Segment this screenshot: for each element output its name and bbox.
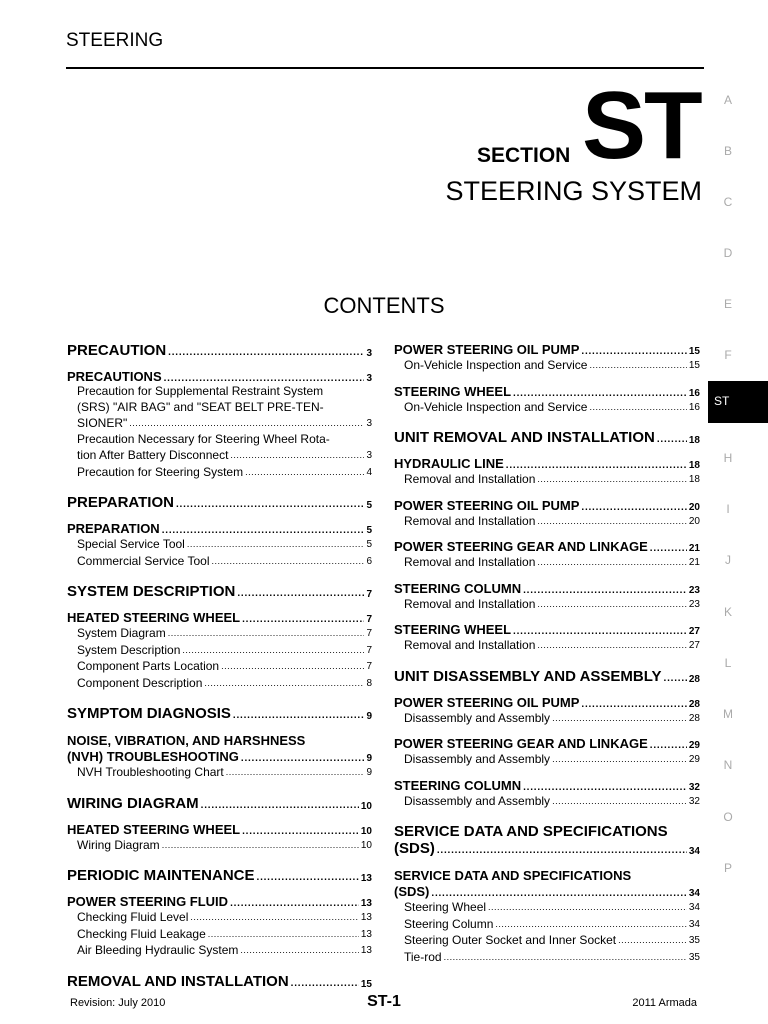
dot-leader	[242, 822, 359, 837]
toc-entry-line: SERVICE DATA AND SPECIFICATIONS	[394, 823, 668, 840]
toc-entry[interactable]	[67, 369, 372, 384]
side-index-letter[interactable]: D	[723, 246, 733, 260]
toc-entry-page: 35	[688, 951, 700, 963]
toc-right-column	[394, 342, 700, 965]
toc-entry-title: POWER STEERING OIL PUMP	[394, 497, 580, 513]
toc-entry-page: 27	[688, 626, 700, 637]
toc-entry[interactable]	[394, 471, 700, 488]
section-word: SECTION	[477, 144, 571, 167]
toc-entry-page: 15	[688, 346, 700, 357]
dot-leader	[523, 778, 687, 793]
toc-entry-title: POWER STEERING GEAR AND LINKAGE	[394, 539, 648, 554]
toc-entry-page: 6	[366, 555, 372, 567]
toc-entry[interactable]	[67, 894, 372, 909]
toc-entry-page: 27	[688, 640, 700, 651]
toc-entry-page: 7	[366, 614, 372, 625]
toc-entry-page: 28	[688, 712, 700, 724]
dot-leader	[226, 764, 365, 781]
toc-entry-title: STEERING WHEEL	[394, 622, 512, 637]
toc-entry-title: Steering Column	[404, 916, 494, 931]
toc-entry[interactable]	[67, 909, 372, 926]
toc-entry[interactable]	[67, 837, 372, 854]
dot-leader	[291, 973, 359, 990]
dot-leader	[241, 749, 365, 764]
toc-entry-page: 10	[360, 800, 372, 812]
toc-entry[interactable]	[394, 867, 700, 899]
toc-entry[interactable]	[67, 384, 372, 432]
toc-entry-page: 13	[360, 945, 372, 956]
dot-leader	[506, 456, 687, 471]
toc-entry[interactable]	[394, 668, 700, 685]
dot-leader	[523, 581, 687, 596]
dot-leader	[581, 342, 686, 357]
side-index-letter[interactable]: N	[723, 758, 733, 772]
dot-leader	[237, 583, 364, 600]
toc-entry[interactable]	[394, 637, 700, 654]
footer-model: 2011 Armada	[632, 997, 697, 1009]
toc-entry-page: 16	[688, 387, 700, 399]
dot-leader	[168, 342, 364, 359]
toc-entry[interactable]	[394, 916, 700, 933]
dot-leader	[495, 916, 686, 933]
side-index-letter[interactable]: L	[724, 656, 732, 670]
dot-leader	[650, 539, 687, 554]
toc-entry[interactable]	[67, 658, 372, 675]
toc-entry-page: 7	[366, 661, 372, 672]
side-index-letter[interactable]: O	[723, 810, 733, 824]
dot-leader	[182, 642, 364, 659]
toc-entry[interactable]	[67, 583, 372, 600]
toc-entry-title: Steering Wheel	[404, 900, 487, 914]
toc-entry-page: 18	[688, 435, 700, 446]
toc-entry-title: Tie-rod	[404, 949, 442, 964]
dot-leader	[513, 384, 687, 399]
toc-entry[interactable]	[67, 926, 372, 943]
toc-entry-page: 21	[688, 557, 700, 568]
toc-entry[interactable]	[67, 494, 372, 511]
dot-leader	[230, 894, 359, 909]
toc-entry-page: 3	[366, 418, 372, 429]
toc-entry-page: 10	[360, 839, 372, 851]
toc-entry[interactable]	[67, 642, 372, 659]
toc-entry-title: Component Description	[77, 675, 203, 690]
toc-entry[interactable]	[394, 581, 700, 596]
toc-entry-page: 23	[688, 584, 700, 596]
dot-leader	[537, 513, 686, 530]
toc-entry[interactable]	[67, 675, 372, 692]
toc-entry-title: HEATED STEERING WHEEL	[67, 821, 241, 837]
toc-entry-title: Steering Outer Socket and Inner Socket	[404, 933, 617, 947]
dot-leader	[245, 464, 364, 481]
dot-leader	[552, 751, 687, 768]
toc-entry[interactable]	[394, 695, 700, 710]
dot-leader	[537, 637, 686, 654]
side-index-letter[interactable]: I	[726, 502, 730, 516]
toc-entry-line: Precaution for Supplemental Restraint System	[77, 384, 324, 398]
toc-entry[interactable]	[67, 610, 372, 625]
toc-entry-title: NVH Troubleshooting Chart	[77, 765, 224, 779]
toc-entry-title: Checking Fluid Level	[77, 910, 189, 924]
dot-leader	[201, 795, 359, 812]
toc-entry[interactable]	[394, 751, 700, 768]
side-index-letter[interactable]: J	[725, 553, 731, 567]
footer-revision: Revision: July 2010	[70, 997, 166, 1009]
toc-entry-page: 15	[360, 978, 372, 990]
toc-entry-page: 34	[688, 888, 700, 899]
dot-leader	[444, 949, 687, 966]
toc-entry-title: Special Service Tool	[77, 537, 185, 551]
dot-leader	[233, 705, 365, 722]
toc-entry[interactable]	[394, 539, 700, 554]
dot-leader	[664, 668, 687, 685]
toc-entry-page: 5	[366, 539, 372, 550]
toc-entry-title: UNIT REMOVAL AND INSTALLATION	[394, 429, 655, 446]
dot-leader	[176, 494, 364, 511]
toc-entry-page: 3	[366, 450, 372, 461]
side-index-letter[interactable]: E	[723, 297, 732, 311]
toc-entry-title: Disassembly and Assembly	[404, 710, 551, 725]
dot-leader	[257, 867, 359, 884]
dot-leader	[129, 415, 364, 432]
toc-entry[interactable]	[67, 822, 372, 837]
side-index-letter[interactable]: P	[723, 861, 732, 875]
toc-entry-title: POWER STEERING GEAR AND LINKAGE	[394, 736, 648, 751]
toc-entry-title: STEERING COLUMN	[394, 580, 522, 596]
dot-leader	[552, 793, 687, 810]
toc-entry-page: 5	[366, 525, 372, 536]
toc-entry-title: Removal and Installation	[404, 596, 536, 611]
dot-leader	[240, 942, 358, 959]
toc-left-column	[67, 342, 372, 990]
toc-entry[interactable]	[67, 625, 372, 642]
toc-entry-title: Checking Fluid Leakage	[77, 926, 206, 941]
toc-entry-title: Removal and Installation	[404, 638, 536, 652]
toc-entry-page: 18	[688, 474, 700, 485]
toc-entry[interactable]	[67, 705, 372, 722]
dot-leader	[221, 658, 364, 675]
toc-entry-title: POWER STEERING OIL PUMP	[394, 342, 580, 357]
toc-entry[interactable]	[67, 973, 372, 990]
toc-entry-page: 4	[366, 466, 372, 478]
side-index-letter[interactable]: F	[724, 348, 732, 362]
footer-page-number: ST-1	[367, 993, 401, 1010]
toc-entry[interactable]	[394, 554, 700, 571]
toc-entry[interactable]	[394, 357, 700, 374]
toc-entry[interactable]	[394, 823, 700, 857]
side-index-letter[interactable]: C	[723, 195, 733, 209]
toc-entry-title: SYMPTOM DIAGNOSIS	[67, 705, 231, 722]
dot-leader	[204, 675, 364, 692]
toc-entry-title: System Diagram	[77, 626, 166, 640]
dot-leader	[431, 884, 686, 899]
toc-entry-title: PREPARATION	[67, 521, 160, 536]
toc-entry[interactable]	[67, 867, 372, 884]
toc-entry-title: On-Vehicle Inspection and Service	[404, 399, 588, 414]
toc-entry-title: Removal and Installation	[404, 513, 536, 528]
toc-entry-title: POWER STEERING OIL PUMP	[394, 694, 580, 710]
toc-entry-title: HYDRAULIC LINE	[394, 456, 504, 471]
toc-entry[interactable]	[394, 342, 700, 357]
toc-entry[interactable]	[394, 949, 700, 966]
dot-leader	[657, 429, 687, 446]
toc-entry[interactable]	[394, 384, 700, 399]
side-index-letter[interactable]: B	[723, 144, 732, 158]
dot-leader	[513, 622, 687, 637]
running-header: STEERING	[66, 30, 164, 51]
toc-entry-line: SERVICE DATA AND SPECIFICATIONS	[394, 868, 632, 883]
toc-entry-page: 7	[366, 589, 372, 600]
toc-entry-page: 28	[688, 698, 700, 710]
toc-entry-title: UNIT DISASSEMBLY AND ASSEMBLY	[394, 667, 662, 685]
toc-entry-page: 29	[688, 740, 700, 751]
toc-entry-title: WIRING DIAGRAM	[67, 794, 199, 812]
toc-entry-title: Precaution for Steering System	[77, 464, 244, 479]
toc-entry[interactable]	[67, 732, 372, 764]
toc-entry-title: tion After Battery Disconnect	[77, 448, 229, 462]
toc-entry-page: 7	[366, 644, 372, 656]
toc-entry-title: Commercial Service Tool	[77, 553, 210, 568]
toc-entry[interactable]	[394, 596, 700, 613]
toc-entry-page: 32	[688, 781, 700, 793]
toc-entry-title: PRECAUTION	[67, 342, 167, 359]
dot-leader	[162, 837, 359, 854]
dot-leader	[537, 554, 686, 571]
toc-entry-title: System Description	[77, 642, 181, 657]
toc-entry-title: PERIODIC MAINTENANCE	[67, 867, 255, 884]
toc-entry-line: NOISE, VIBRATION, AND HARSHNESS	[67, 733, 306, 748]
toc-entry-title: STEERING COLUMN	[394, 777, 522, 793]
toc-entry-page: 13	[360, 912, 372, 923]
dot-leader	[650, 736, 687, 751]
dot-leader	[230, 447, 364, 464]
toc-entry-title: SIONER"	[77, 416, 128, 430]
dot-leader	[437, 840, 687, 857]
toc-entry-page: 21	[688, 543, 700, 554]
toc-entry-title: REMOVAL AND INSTALLATION	[67, 972, 289, 990]
toc-entry[interactable]	[394, 429, 700, 446]
toc-entry-page: 7	[366, 628, 372, 639]
toc-entry-page: 8	[366, 677, 372, 689]
dot-leader	[537, 471, 686, 488]
toc-entry-page: 9	[366, 767, 372, 778]
toc-entry-title: PREPARATION	[67, 494, 174, 511]
toc-entry[interactable]	[67, 942, 372, 959]
side-index-label: ST	[714, 394, 730, 408]
toc-entry[interactable]	[394, 932, 700, 949]
toc-entry-page: 13	[360, 928, 372, 940]
toc-entry-page: 23	[688, 598, 700, 610]
toc-entry-title: On-Vehicle Inspection and Service	[404, 358, 588, 372]
toc-entry-page: 32	[688, 795, 700, 807]
dot-leader	[208, 926, 359, 943]
toc-entry[interactable]	[67, 432, 372, 464]
dot-leader	[552, 710, 687, 727]
dot-leader	[212, 553, 365, 570]
toc-entry[interactable]	[67, 553, 372, 570]
toc-entry[interactable]	[394, 736, 700, 751]
toc-entry[interactable]	[67, 342, 372, 359]
dot-leader	[242, 610, 364, 625]
toc-entry-page: 34	[688, 918, 700, 930]
side-index-letter[interactable]: A	[723, 93, 732, 107]
toc-entry-title: Wiring Diagram	[77, 837, 160, 852]
toc-entry[interactable]	[394, 622, 700, 637]
toc-entry[interactable]	[394, 793, 700, 810]
toc-entry-page: 16	[688, 401, 700, 413]
toc-entry[interactable]	[67, 764, 372, 781]
toc-entry-line: (SRS) "AIR BAG" and "SEAT BELT PRE-TEN-	[77, 399, 324, 414]
toc-entry-page: 5	[366, 500, 372, 511]
toc-entry-page: 29	[688, 754, 700, 765]
toc-entry-line: Precaution Necessary for Steering Wheel Rota-	[77, 431, 330, 446]
toc-entry-page: 20	[688, 501, 700, 513]
toc-entry-title: (SDS)	[394, 884, 430, 899]
toc-entry-title: (SDS)	[394, 840, 435, 857]
side-index-letter[interactable]: M	[723, 707, 733, 721]
dot-leader	[164, 369, 365, 384]
toc-entry-title: PRECAUTIONS	[67, 369, 162, 384]
toc-entry-page: 35	[688, 935, 700, 946]
toc-entry[interactable]	[67, 464, 372, 481]
toc-entry-title: SYSTEM DESCRIPTION	[67, 583, 236, 600]
dot-leader	[168, 625, 365, 642]
toc-entry-title: Disassembly and Assembly	[404, 793, 551, 808]
toc-entry-page: 20	[688, 515, 700, 527]
toc-entry[interactable]	[394, 498, 700, 513]
toc-entry-page: 3	[366, 373, 372, 384]
dot-leader	[589, 399, 686, 416]
toc-entry-title: (NVH) TROUBLESHOOTING	[67, 749, 239, 764]
toc-entry-title: Air Bleeding Hydraulic System	[77, 943, 239, 957]
toc-entry-title: Component Parts Location	[77, 659, 220, 673]
dot-leader	[488, 899, 687, 916]
dot-leader	[589, 357, 686, 374]
toc-entry-page: 34	[688, 846, 700, 857]
dot-leader	[537, 596, 686, 613]
toc-entry-page: 3	[366, 348, 372, 359]
toc-entry-page: 13	[360, 873, 372, 884]
header-rule	[66, 67, 704, 69]
toc-entry-page: 9	[366, 711, 372, 722]
toc-entry[interactable]	[394, 710, 700, 727]
toc-entry[interactable]	[67, 521, 372, 536]
toc-entry[interactable]	[67, 795, 372, 812]
toc-entry-title: Removal and Installation	[404, 472, 536, 486]
toc-entry-page: 13	[360, 898, 372, 909]
toc-entry-title: Removal and Installation	[404, 555, 536, 569]
toc-entry-page: 34	[688, 902, 700, 913]
dot-leader	[190, 909, 358, 926]
section-code: ST	[582, 72, 701, 179]
side-index-tab-active[interactable]	[708, 381, 768, 423]
dot-leader	[162, 521, 365, 536]
toc-entry[interactable]	[394, 456, 700, 471]
toc-entry-page: 10	[360, 825, 372, 837]
toc-entry[interactable]	[67, 536, 372, 553]
toc-entry-title: HEATED STEERING WHEEL	[67, 610, 241, 625]
toc-entry[interactable]	[394, 778, 700, 793]
contents-heading: CONTENTS	[323, 293, 445, 318]
toc-entry-page: 18	[688, 460, 700, 471]
toc-entry[interactable]	[394, 513, 700, 530]
dot-leader	[618, 932, 687, 949]
dot-leader	[187, 536, 365, 553]
toc-entry-page: 9	[366, 753, 372, 764]
section-title: STEERING SYSTEM	[445, 176, 702, 206]
side-index-letter[interactable]: K	[723, 605, 732, 619]
toc-entry-title: Disassembly and Assembly	[404, 752, 551, 766]
side-index-letter[interactable]: H	[723, 451, 733, 465]
dot-leader	[581, 498, 686, 513]
dot-leader	[581, 695, 686, 710]
toc-entry[interactable]	[394, 399, 700, 416]
toc-entry[interactable]	[394, 899, 700, 916]
toc-entry-page: 28	[688, 673, 700, 685]
toc-entry-title: STEERING WHEEL	[394, 383, 512, 399]
toc-entry-page: 15	[688, 360, 700, 371]
toc-entry-title: POWER STEERING FLUID	[67, 894, 229, 909]
